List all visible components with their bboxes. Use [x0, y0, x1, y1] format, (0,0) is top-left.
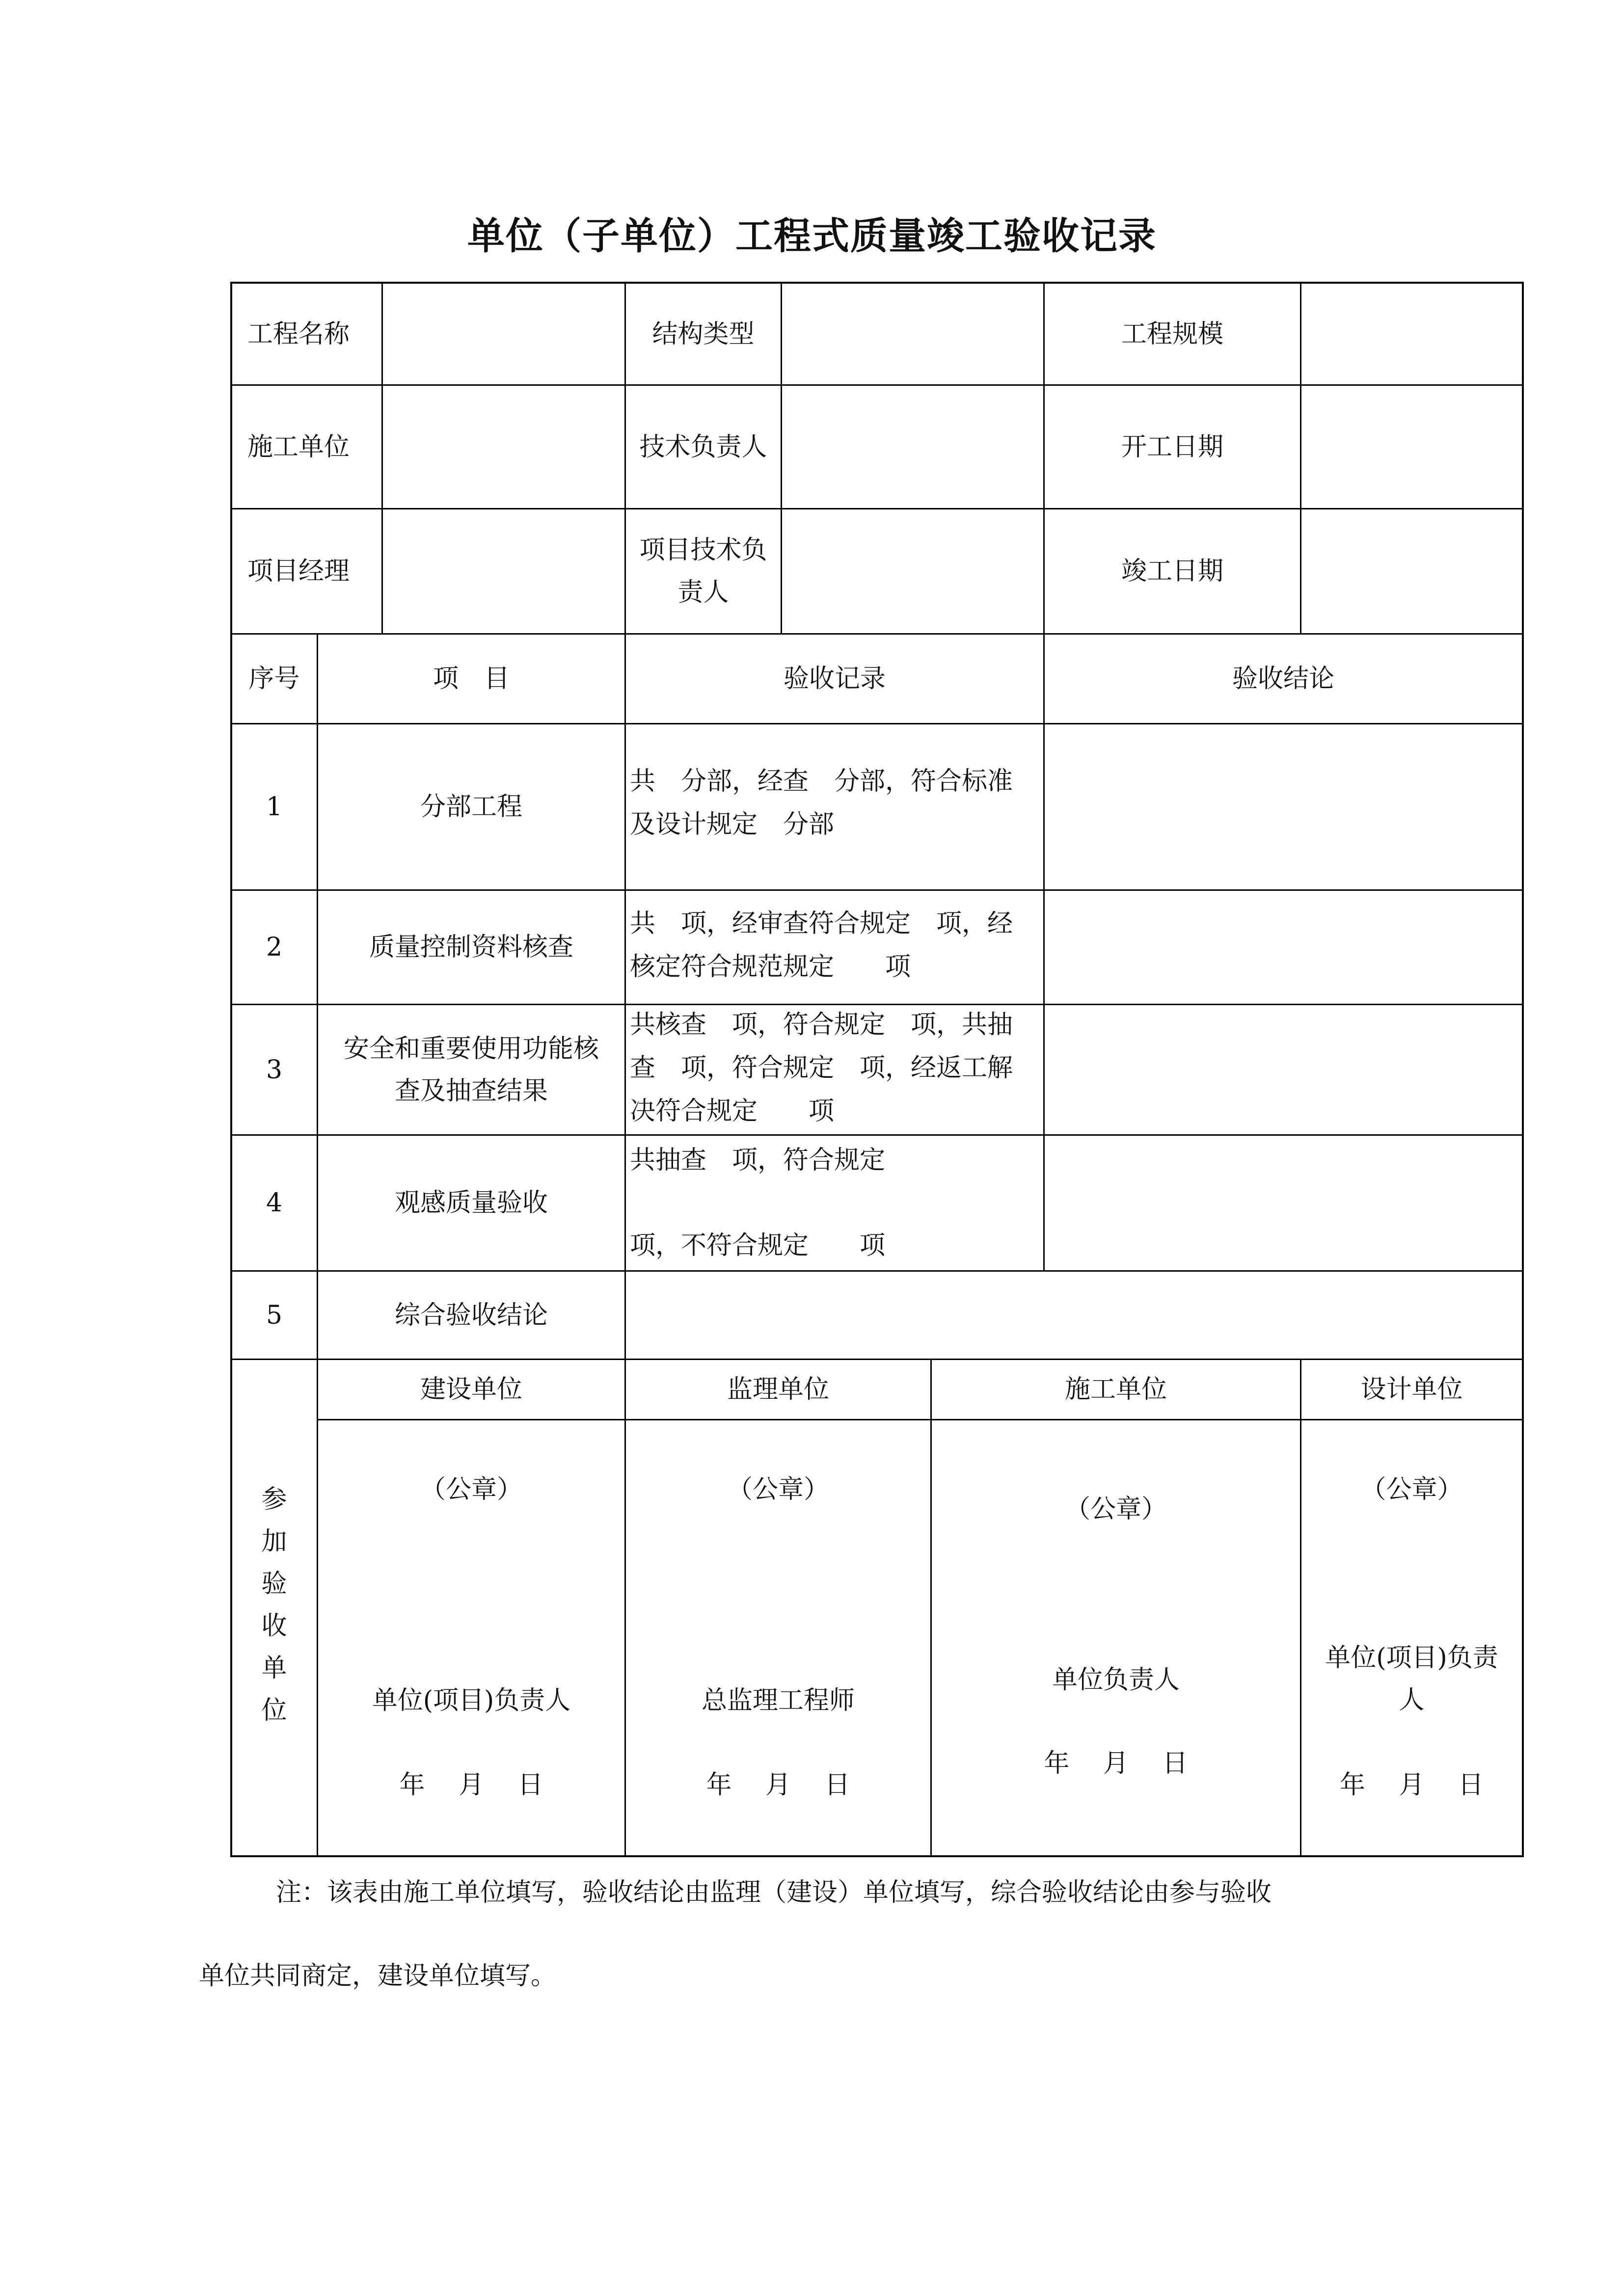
completion-date-label: 竣工日期: [1121, 557, 1223, 586]
project-manager-label: 项目经理: [247, 557, 350, 586]
col-header-conclusion: 验收结论: [1232, 664, 1334, 694]
unit-supervisor-name: 监理单位: [727, 1375, 829, 1404]
row-5-item: 综合验收结论: [394, 1300, 548, 1330]
row-5-no: 5: [266, 1300, 283, 1330]
project-scale-label: 工程规模: [1121, 319, 1223, 349]
row-1-item: 分部工程: [420, 792, 522, 822]
date-contractor: 年 月 日: [1044, 1749, 1188, 1778]
tech-lead-label: 技术负责人: [639, 432, 767, 462]
date-designer: 年 月 日: [1339, 1770, 1484, 1800]
row-3-item: 安全和重要使用功能核 查及抽查结果: [343, 1034, 599, 1106]
col-header-item: 项 目: [433, 664, 510, 694]
unit-contractor-name: 施工单位: [1064, 1375, 1167, 1404]
seal-designer: （公章）: [1360, 1475, 1463, 1504]
seal-owner: （公章）: [420, 1475, 522, 1504]
project-tech-lead-label: 项目技术负 责人: [639, 535, 767, 607]
contractor-label: 施工单位: [247, 432, 350, 462]
col-header-no: 序号: [248, 664, 300, 694]
row-3-record: 共核查 项，符合规定 项，共抽 查 项，符合规定 项，经返工解 决符合规定 项: [630, 1010, 1013, 1126]
date-supervisor: 年 月 日: [706, 1770, 850, 1800]
signer-designer: 单位(项目)负责 人: [1325, 1643, 1498, 1715]
seal-contractor: （公章）: [1064, 1495, 1167, 1524]
row-1-no: 1: [266, 792, 283, 822]
structure-type-label: 结构类型: [652, 319, 755, 349]
signer-contractor: 单位负责人: [1052, 1665, 1180, 1695]
signer-supervisor: 总监理工程师: [701, 1686, 855, 1715]
row-4-record-line1: 共抽查 项，符合规定: [630, 1146, 886, 1175]
row-4-item: 观感质量验收: [394, 1188, 548, 1218]
row-2-no: 2: [266, 933, 283, 962]
seal-supervisor: （公章）: [727, 1475, 829, 1504]
start-date-label: 开工日期: [1121, 432, 1223, 462]
row-4-record-line2: 项，不符合规定 项: [630, 1231, 886, 1260]
note-line-2: 单位共同商定，建设单位填写。: [199, 1961, 557, 1991]
row-1-record: 共 分部，经查 分部，符合标准 及设计规定 分部: [630, 767, 1013, 839]
unit-owner-name: 建设单位: [420, 1375, 522, 1404]
page-title: 单位（子单位）工程式质量竣工验收记录: [467, 214, 1157, 258]
row-2-record: 共 项，经审查符合规定 项，经 核定符合规范规定 项: [630, 909, 1013, 982]
signer-owner: 单位(项目)负责人: [372, 1686, 571, 1715]
col-header-record: 验收记录: [783, 664, 886, 694]
row-3-no: 3: [266, 1055, 283, 1085]
note-line-1: 注：该表由施工单位填写，验收结论由监理（建设）单位填写，综合验收结论由参与验收: [276, 1878, 1272, 1907]
row-4-no: 4: [266, 1188, 283, 1218]
participants-label: 参 加 验 收 单 位: [261, 1485, 287, 1725]
unit-designer-name: 设计单位: [1360, 1375, 1463, 1404]
row-2-item: 质量控制资料核查: [369, 933, 573, 962]
date-owner: 年 月 日: [399, 1770, 543, 1800]
project-name-label: 工程名称: [247, 319, 350, 349]
